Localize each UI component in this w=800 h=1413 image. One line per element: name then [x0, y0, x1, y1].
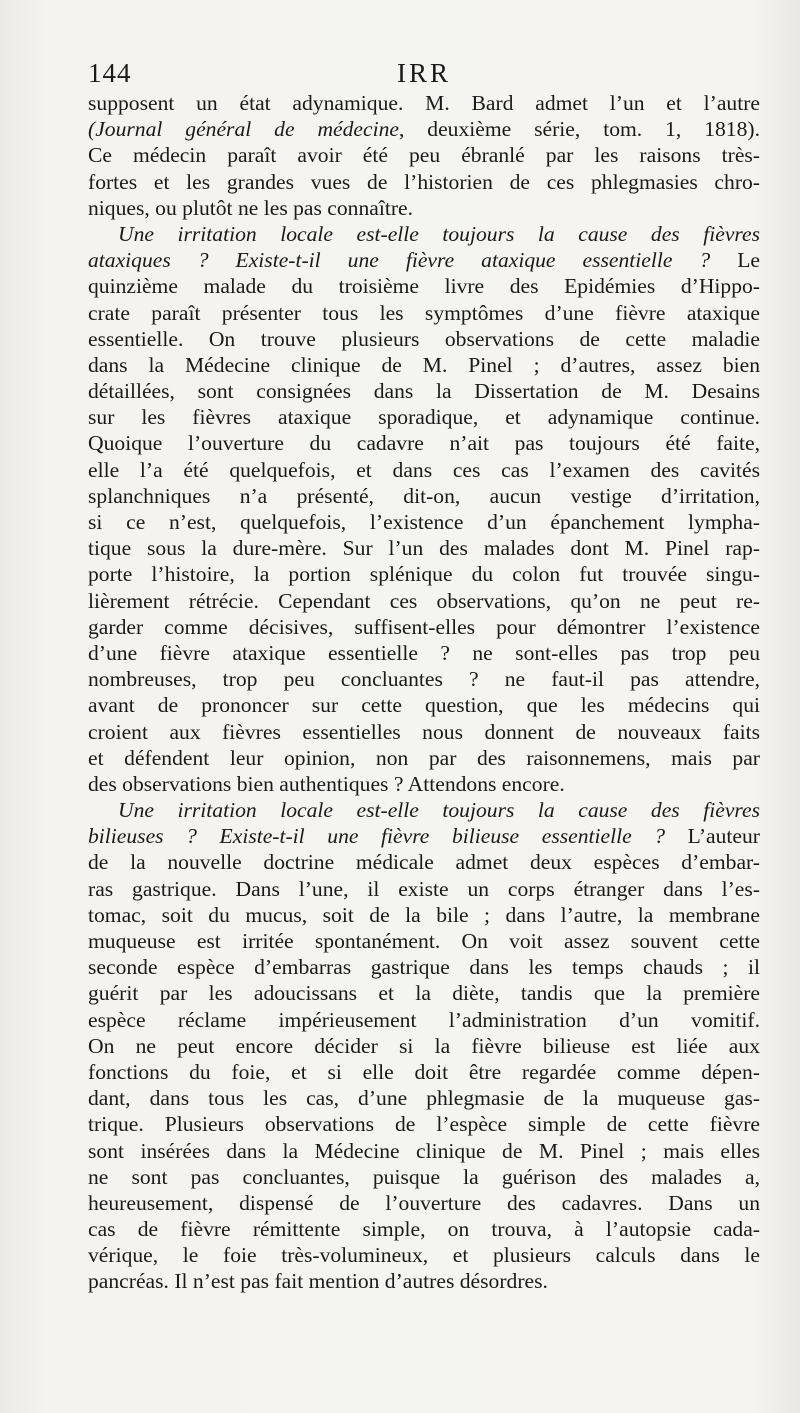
text-line: trique. Plusieurs observations de l’espèce simple de cette fièvre: [88, 1112, 760, 1137]
text-line: cas de fièvre rémittente simple, on trouva, à l’autopsie cada-: [88, 1217, 760, 1242]
text-line: sur les fièvres ataxique sporadique, et adynamique continue.: [88, 405, 760, 430]
italic-question: Une irritation locale est-elle toujours la cause des fièvres: [118, 798, 760, 823]
text-line: dans la Médecine clinique de M. Pinel ; d’autres, assez bien: [88, 352, 760, 377]
text-line: Ce médecin paraît avoir été peu ébranlé par les raisons très-: [88, 143, 760, 168]
text-line: [88, 247, 760, 273]
text-line: garder comme décisives, suffisent-elles pour démontrer l’existence: [88, 614, 760, 639]
text-line: tique sous la dure-mère. Sur l’un des malades dont M. Pinel rap-: [88, 536, 760, 561]
text-line: espèce réclame impérieusement l’administration d’un vomitif.: [88, 1007, 760, 1032]
text-line: tomac, soit du mucus, soit de la bile ; dans l’autre, la membrane: [88, 902, 760, 927]
text-line: de la nouvelle doctrine médicale admet deux espèces d’embar-: [88, 850, 760, 875]
roman-segment: L’auteur: [665, 824, 761, 849]
text-line: guérit par les adoucissans et la diète, tandis que la première: [88, 981, 760, 1006]
italic-segment: ataxiques ? Existe-t-il une fièvre ataxique essentielle ?: [88, 248, 711, 273]
text-line: quinzième malade du troisième livre des Epidémies d’Hippo-: [88, 274, 760, 299]
text-line: porte l’histoire, la portion splénique du colon fut trouvée singu-: [88, 562, 760, 587]
text-line: [88, 797, 760, 823]
roman-segment: , deuxième série, tom. 1, 1818).: [398, 117, 760, 142]
italic-question: Une irritation locale est-elle toujours la cause des fièvres: [118, 221, 760, 246]
text-line: supposent un état adynamique. M. Bard admet l’un et l’autre: [88, 91, 760, 115]
text-line: avant de prononcer sur cette question, que les médecins qui: [88, 693, 760, 718]
text-line: fortes et les grandes vues de l’historien de ces phlegmasies chro-: [88, 169, 760, 194]
text-line: fonctions du foie, et si elle doit être regardée comme dépen-: [88, 1059, 760, 1084]
text-line: On ne peut encore décider si la fièvre bilieuse est liée aux: [88, 1033, 760, 1058]
italic-segment: (Journal général de médecine: [88, 117, 399, 142]
text-line: lièrement rétrécie. Cependant ces observations, qu’on ne peut re-: [88, 588, 760, 613]
text-line: seconde espèce d’embarras gastrique dans les temps chauds ; il: [88, 955, 760, 980]
text-line: des observations bien authentiques ? Attendons encore.: [88, 771, 565, 796]
text-line: muqueuse est irritée spontanément. On voit assez souvent cette: [88, 929, 760, 953]
text-line: nombreuses, trop peu concluantes ? ne faut-il pas attendre,: [88, 667, 760, 692]
text-line: heureusement, dispensé de l’ouverture des cadavres. Dans un: [88, 1190, 760, 1215]
text-line: niques, ou plutôt ne les pas connaître.: [88, 195, 414, 220]
text-line: crate paraît présenter tous les symptômes d’une fièvre ataxique: [88, 300, 760, 325]
text-line: vérique, le foie très-volumineux, et plusieurs calculs dans le: [88, 1243, 760, 1268]
text-line: détaillées, sont consignées dans la Dissertation de M. Desains: [88, 379, 760, 404]
page-number: 144: [88, 58, 132, 88]
text-line: et défendent leur opinion, non par des raisonnemens, mais par: [88, 745, 760, 770]
text-line: splanchniques n’a présenté, dit-on, aucun vestige d’irritation,: [88, 483, 760, 508]
text-line: Quoique l’ouverture du cadavre n’ait pas toujours été faite,: [88, 431, 760, 456]
text-line: d’une fièvre ataxique essentielle ? ne sont-elles pas trop peu: [88, 640, 760, 665]
text-line: sont insérées dans la Médecine clinique de M. Pinel ; mais elles: [88, 1138, 760, 1163]
text-line: dant, dans tous les cas, d’une phlegmasie de la muqueuse gas-: [88, 1086, 760, 1111]
italic-segment: bilieuses ? Existe-t-il une fièvre bilieuse essentielle ?: [88, 824, 666, 849]
text-line: pancréas. Il n’est pas fait mention d’autres désordres.: [88, 1269, 548, 1294]
text-line: [88, 221, 760, 247]
page-header: [88, 58, 760, 90]
text-line: elle l’a été quelquefois, et dans ces cas l’examen des cavités: [88, 457, 760, 482]
text-line: ras gastrique. Dans l’une, il existe un corps étranger dans l’es-: [88, 876, 760, 901]
text-line: si ce n’est, quelquefois, l’existence d’un épanchement lympha-: [88, 510, 760, 534]
text-line: croient aux fièvres essentielles nous donnent de nouveaux faits: [88, 719, 760, 744]
roman-segment: Le: [710, 248, 760, 273]
body-text: [88, 90, 760, 1295]
text-line: [88, 823, 760, 849]
running-head: IRR: [396, 58, 452, 88]
text-line: [88, 116, 760, 142]
text-line: ne sont pas concluantes, puisque la guérison des malades a,: [88, 1164, 760, 1189]
text-line: essentielle. On trouve plusieurs observations de cette maladie: [88, 326, 760, 351]
